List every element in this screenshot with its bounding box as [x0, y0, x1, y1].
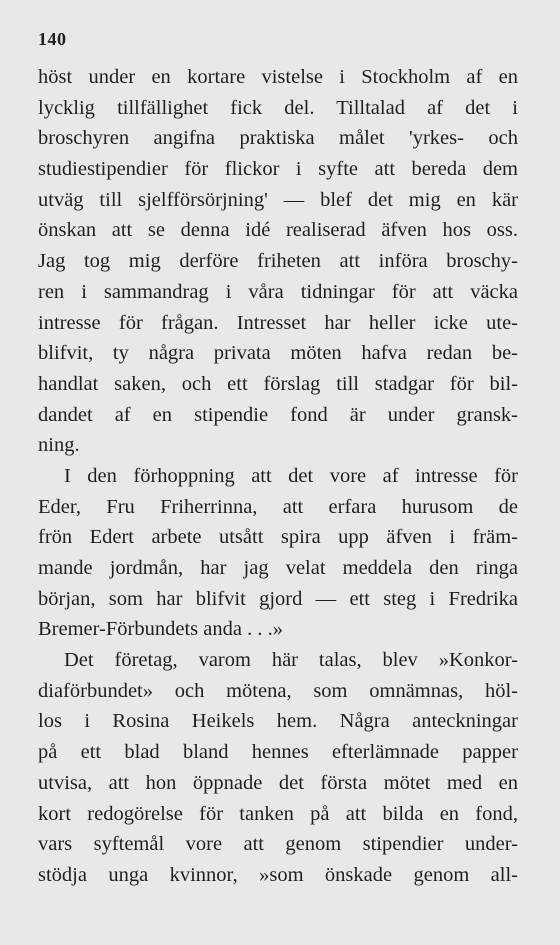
- text-line: vars syftemål vore att genom stipendier under-: [38, 833, 518, 856]
- text-line: utvisa, att hon öppnade det första mötet med en: [38, 771, 518, 794]
- text-line: I den förhoppning att det vore af intresse för: [64, 464, 518, 487]
- text-line: höst under en kortare vistelse i Stockholm af en: [38, 66, 518, 88]
- page-number: 140: [38, 29, 67, 49]
- text-line: broschyren angifna praktiska målet 'yrkes- och: [38, 127, 518, 150]
- text-line: frön Edert arbete utsått spira upp äfven i främ-: [38, 526, 518, 549]
- text-line: dandet af en stipendie fond är under gransk-: [38, 403, 518, 426]
- text-line: intresse för frågan. Intresset har heller icke ute-: [38, 311, 518, 334]
- text-line: mande jordmån, har jag velat meddela den ringa: [38, 557, 518, 579]
- text-line: studiestipendier för flickor i syfte att bereda dem: [38, 158, 518, 181]
- text-line: diaförbundet» och mötena, som omnämnas, höl-: [38, 679, 518, 702]
- text-line: lycklig tillfällighet fick del. Tilltalad af det i: [38, 96, 518, 119]
- text-line: på ett blad bland hennes efterlämnade papper: [38, 741, 518, 764]
- text-line: önskan att se denna idé realiserad äfven hos oss.: [38, 219, 518, 242]
- body-text: [38, 62, 518, 891]
- text-line: ning.: [38, 434, 80, 457]
- text-line: stödja unga kvinnor, »som önskade genom all-: [38, 863, 518, 886]
- text-line: Det företag, varom här talas, blev »Konkor-: [64, 649, 518, 672]
- text-line: utväg till sjelfförsörjning' — blef det mig en kär: [38, 188, 518, 211]
- text-line: Jag tog mig derföre friheten att införa broschy-: [38, 250, 518, 273]
- text-line: blifvit, ty några privata möten hafva redan be-: [38, 342, 518, 365]
- text-line: Eder, Fru Friherrinna, att erfara hurusom de: [38, 495, 518, 518]
- text-line: los i Rosina Heikels hem. Några anteckningar: [38, 710, 518, 733]
- text-line: ren i sammandrag i våra tidningar för att väcka: [38, 280, 518, 303]
- text-line: Bremer-Förbundets anda . . .»: [38, 618, 283, 641]
- text-line: början, som har blifvit gjord — ett steg i Fredrika: [38, 587, 518, 610]
- text-line: handlat saken, och ett förslag till stadgar för bil-: [38, 372, 518, 395]
- text-line: kort redogörelse för tanken på att bilda en fond,: [38, 802, 518, 825]
